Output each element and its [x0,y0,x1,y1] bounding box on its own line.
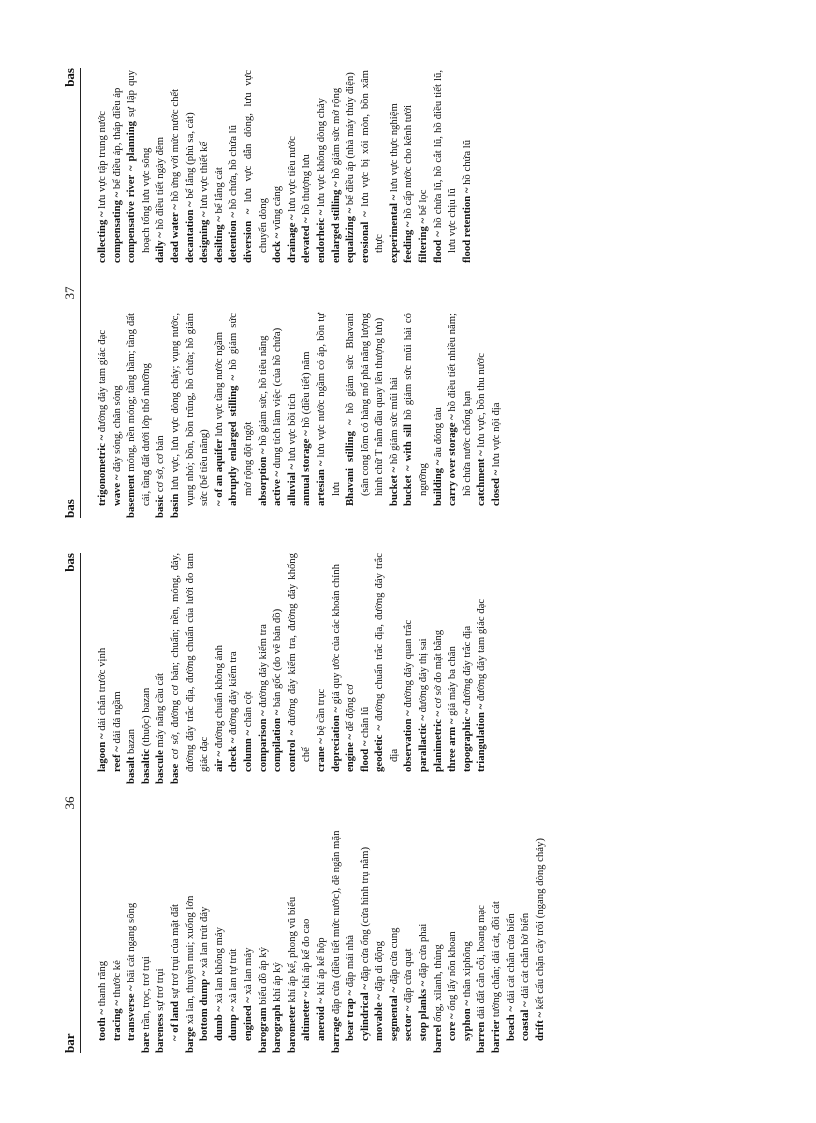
entry-headword: cylindrical ~ [358,984,371,1041]
dictionary-entry [285,70,300,275]
dictionary-entry [533,822,548,1053]
entry-headword: barren [475,1021,488,1053]
entry-headword: dead water ~ [168,204,181,263]
entry-headword: basic [154,494,167,518]
entry-headword: ~ of an aquifer [212,438,225,506]
entry-headword: syphon ~ [460,1000,473,1041]
dictionary-entry [153,553,168,784]
dictionary-entry [139,553,154,784]
entry-headword: drift ~ [533,1011,546,1041]
dictionary-entry [197,70,212,275]
entry-headword: segmental ~ [387,987,400,1041]
dictionary-entry [343,313,387,518]
dictionary-entry [270,553,285,784]
entry-definition: bể điều áp (nhà máy thủy điện) [344,72,357,208]
entry-headword: building ~ [431,459,444,506]
entry-headword: stop planks ~ [417,980,430,1041]
dictionary-entry [401,822,416,1053]
entry-headword: barometer [285,1005,298,1053]
dictionary-entry [416,553,431,784]
dictionary-entry [343,822,358,1053]
entry-headword: depreciation ~ [329,706,342,772]
dictionary-entry [285,313,300,518]
dictionary-entry [445,822,460,1053]
entry-headword: observation ~ [402,710,415,772]
entry-headword: desilting ~ [212,216,225,263]
entry-headword: collecting ~ [96,211,108,263]
dictionary-entry [124,70,153,275]
entry-definition: đường đáy tam giác đạc [96,329,108,435]
dictionary-entry [95,313,110,518]
entry-definition: thước kẻ [110,960,123,1001]
entry-definition: xà lan trút đáy [198,906,211,971]
dictionary-entry [416,70,431,275]
entry-definition: lưu vực nước ngầm có áp, bồn tự lưu [314,313,342,496]
entry-definition: đập cửa quạt [402,948,415,1006]
entry-headword: flood ~ [431,231,444,263]
entry-headword: alluvial ~ [285,463,298,506]
entry-definition: lưu vực thực nghiệm [387,103,400,195]
entry-headword: feeding ~ [402,221,415,263]
header-guide-word-right: bas [62,68,77,87]
entry-headword: lagoon ~ [96,733,108,772]
dictionary-entry [226,70,241,275]
entry-headword: basaltic [139,748,152,784]
dictionary-entry [431,313,446,518]
dictionary-entry [270,822,285,1053]
entry-definition: đường đáy kiểm tra [256,624,269,711]
dictionary-entry [110,822,125,1053]
entry-headword: active ~ [271,471,284,506]
dictionary-entry [124,822,139,1053]
entry-definition: cơ sở đo mặt bằng [431,629,444,711]
entry-definition: đập di động [373,941,386,995]
dictionary-entry [110,313,125,518]
entry-definition: khí áp kế đo cao [300,918,313,992]
entry-definition: hồ chứa lũ [460,139,473,188]
dictionary-entry [445,553,460,784]
dictionary-entry [270,70,285,275]
dictionary-entry [343,553,358,784]
dictionary-entry [153,822,168,1053]
entry-definition: bể lọc [417,189,430,218]
entry-definition: lưu vực tiêu nước [285,136,298,215]
dictionary-entry [401,553,416,784]
entry-headword: core ~ [446,1013,459,1041]
entry-definition: thân xiphông [460,941,473,1001]
dictionary-entry [343,70,358,275]
entry-headword: barrel [431,1024,444,1053]
dictionary-entry [489,313,504,518]
entry-definition: đường đáy trắc địa [460,625,473,709]
entry-definition: đường đáy quan trắc [402,619,415,711]
dictionary-entry [153,313,168,518]
entry-definition: lưu vực không dòng chảy [314,98,327,210]
header-guide-word-right: bas [62,553,77,572]
entry-headword: wave ~ [110,474,123,506]
entry-definition: sự trơ trụi của mặt đất [168,904,181,1001]
entry-definition: máy nâng cầu cất [154,672,167,751]
entry-definition: lưu vực thiết kế [198,141,211,212]
entry-headword: bareness [154,1013,167,1053]
dictionary-entry [183,822,198,1053]
dictionary-entry [372,553,401,784]
entry-headword: abruptly enlarged stilling ~ [227,374,240,506]
entry-definition: lưu vực, bồn thu nước [475,353,488,451]
dictionary-entry [168,822,183,1053]
dictionary-entry [460,553,475,784]
entry-definition: sự lập quy hoạch tổng lưu vực sông [125,70,152,253]
entry-definition: dải đất cằn cỗi, hoang mạc [475,905,488,1022]
dictionary-entry [460,822,475,1053]
entry-headword: elevated ~ [300,217,313,263]
entry-definition: giá quy ước của các khoản chỉnh [329,564,342,707]
entry-headword: barrier [490,1019,503,1053]
dictionary-entry [285,822,300,1053]
entry-headword: compilation ~ [271,709,284,772]
entry-definition: sự trơ trụi [154,968,167,1014]
entry-definition: dải đá ngầm [110,691,123,747]
entry-headword: sector ~ [402,1005,415,1041]
entry-headword: control ~ [285,729,298,772]
entry-definition: xà lan tự trút [227,948,240,1007]
page-37 [0,68,816,518]
entry-definition: lưu vực bồi tích [285,393,298,464]
entry-definition: hồ (điều tiết) năm [300,351,313,431]
entry-definition: cơ sở, đường cơ bản; chuẩn; nền, móng, đáy, đường đáy trắc địa, đường chuẩn của lưới đo tam giác đạc [168,553,211,772]
entry-definition: dung tích làm việc (của hồ chứa) [271,327,284,472]
entry-headword: closed ~ [490,469,503,506]
entry-headword: bare [139,1032,152,1053]
dictionary-entry [124,553,139,784]
entry-definition: lưu vực nội địa [490,402,503,470]
entry-headword: basalt [125,756,138,784]
entry-definition: hồ ứng với mức nước chết [168,88,181,205]
running-header [62,68,81,518]
entry-column [95,313,504,518]
entry-headword: ~ of land [168,1000,181,1041]
entry-definition: lưu vực tập trung nước [96,110,108,212]
entry-headword: flood ~ [358,740,371,772]
dictionary-entry [168,553,212,784]
entry-definition: khí áp ký [271,962,284,1005]
entry-headword: compensating ~ [110,191,123,263]
entry-definition: bãi cát ngang sông [125,902,138,986]
dictionary-entry [226,822,241,1053]
entry-definition: vũng cảng [271,185,284,233]
entry-definition: khí áp kế hộp [314,937,327,998]
entry-definition: dải chắn trước vịnh [96,647,108,734]
entry-definition: khí áp kế, phong vũ biểu [285,896,298,1006]
entry-headword: geodetic ~ [373,725,386,772]
entry-headword: artesian ~ [314,460,327,506]
dictionary-entry [110,70,125,275]
entry-headword: flood retention ~ [460,187,473,263]
entry-definition: đế động cơ [344,684,357,735]
dictionary-entry [95,553,110,784]
entry-headword: basin [168,493,181,518]
dictionary-entry [153,70,168,275]
entry-definition: đập mái nhà [344,935,357,990]
entry-definition: hồ giảm sức, hồ tiêu năng [256,335,269,449]
entry-headword: check ~ [227,737,240,772]
dictionary-entry [474,822,489,1053]
entry-headword: erosional ~ [358,211,371,263]
entry-headword: basement [125,474,138,518]
dictionary-entry [518,822,533,1053]
entry-headword: bascule [154,750,167,784]
dictionary-entry [197,822,212,1053]
entry-headword: catchment ~ [475,450,488,506]
entry-definition: chân cột [241,691,254,730]
entry-headword: bucket ~ with sill [402,424,415,506]
entry-definition: bể lắng (phù sa, cát) [183,112,196,202]
dictionary-entry [95,70,110,275]
entry-headword: comparison ~ [256,710,269,772]
page-number: 36 [62,796,77,810]
entry-headword: dump ~ [227,1006,240,1041]
entry-definition: hồ chứa lũ, hồ cắt lũ, hồ điều tiết lũ, lưu vực chịu lũ [431,69,459,253]
entry-definition: (thuộc) bazan [139,687,152,749]
dictionary-entry [299,70,314,275]
dictionary-entry [256,553,271,784]
entry-column [95,553,547,784]
dictionary-entry [226,553,241,784]
dictionary-entry [431,553,446,784]
dictionary-entry [387,313,402,518]
entry-headword: base [168,763,181,784]
dictionary-entry [314,313,343,518]
dictionary-entry [299,822,314,1053]
entry-headword: three arm ~ [446,718,459,772]
entry-headword: absorption ~ [256,448,269,506]
entry-definition: lưu vực tầng nước ngầm [212,331,225,439]
entry-headword: daily ~ [154,232,167,263]
entry-definition: biểu đồ áp ký [256,946,269,1008]
page-number: 37 [62,286,77,300]
entry-definition: ống, xilanh, thùng [431,944,444,1025]
entry-definition: hồ giảm sức mở rộng đột ngột [227,313,254,496]
entry-definition: hồ điều tiết ngày đêm [154,136,167,233]
entry-definition: hồ giảm sức mở rộng [329,87,342,182]
entry-definition: đập cửa ống (cửa hình trụ nằm) [358,846,371,985]
running-header [62,553,81,1053]
entry-definition: đáy sóng, chân sóng [110,385,123,475]
entry-definition: đập cửa phai [417,923,430,981]
entry-headword: engine ~ [344,734,357,772]
entry-column [95,822,547,1053]
entry-headword: annual storage ~ [300,430,313,506]
entry-definition: bản gốc (do vẽ bản đồ) [271,608,284,710]
entry-headword: air ~ [212,750,225,772]
entry-headword: topographic ~ [460,708,473,772]
dictionary-entry [329,553,344,784]
entry-headword: filtering ~ [417,217,430,263]
entry-definition: đập cửa cung [387,927,400,988]
dictionary-entry [168,313,212,518]
entry-headword: crane ~ [314,738,327,772]
dictionary-entry [183,70,198,275]
header-guide-word-left: bas [62,499,77,518]
dictionary-entry [256,822,271,1053]
dictionary-entry [489,822,504,1053]
dictionary-entry [124,313,153,518]
entry-definition: ống lấy nõn khoan [446,931,459,1014]
entry-headword: dock ~ [271,232,284,263]
entry-definition: đập cửa (điều tiết mức nước), đê ngăn mặn [329,830,342,1017]
entry-headword: transverse ~ [125,985,138,1041]
entry-definition: bazan [125,729,138,757]
entry-definition: đường đáy kiểm tra, đường đáy khống chế [285,553,313,762]
entry-definition: chân lũ [358,706,371,741]
dictionary-entry [387,70,402,275]
entry-column [95,70,504,275]
dictionary-entry [401,70,416,275]
entry-definition: hồ cấp nước cho kênh tưới [402,104,415,222]
dictionary-entry [416,822,431,1053]
entry-definition: hồ giảm sức mũi hài có ngưỡng [402,313,430,496]
dictionary-entry [372,822,387,1053]
entry-definition: móng, nền móng; tầng hầm; tầng đất cái, tầng đất dưới lớp thổ nhưỡng [125,313,152,506]
dictionary-entry [241,70,270,275]
dictionary-entry [241,822,256,1053]
dictionary-entry [474,313,489,518]
dictionary-entry [329,70,344,275]
entry-headword: triangulation ~ [475,703,488,772]
entry-definition: xà lan không máy [212,927,225,1007]
entry-definition: thanh răng [96,960,108,1010]
dictionary-entry [256,313,271,518]
entry-definition: đường chuẩn trắc địa, đường đáy trắc địa [373,553,400,762]
entry-definition: bể lắng cát [212,167,225,217]
entry-definition: đường đáy thị sai [417,638,430,716]
entry-headword: parallactic ~ [417,715,430,772]
entry-headword: engined ~ [241,997,254,1041]
header-guide-word-left: bar [62,1033,77,1053]
entry-definition: dải cát chắn cửa biển [504,913,517,1007]
dictionary-entry [285,553,314,784]
entry-definition: hồ thượng lưu [300,154,313,218]
entry-headword: bear trap ~ [344,989,357,1041]
dictionary-entry [212,70,227,275]
dictionary-entry [168,70,183,275]
entry-headword: column ~ [241,729,254,772]
dictionary-entry [212,553,227,784]
entry-definition: hồ giảm sức Bhavani (sân cong lõm có hàng mố phá năng lượng hình chữ T nằm đầu quay lên thượng lưu) [344,313,386,496]
dictionary-entry [474,553,489,784]
dictionary-entry [314,822,329,1053]
entry-definition: đường đáy kiểm tra [227,651,240,738]
entry-headword: bottom dump ~ [198,970,211,1041]
entry-definition: bể điều áp, tháp điều áp [110,87,123,192]
entry-headword: endorheic ~ [314,209,327,263]
dictionary-entry [241,553,256,784]
entry-headword: decantation ~ [183,201,196,263]
entry-definition: cơ sở, cơ bản [154,435,167,495]
entry-definition: hồ giảm sức mũi hài [387,377,400,467]
entry-definition: lưu vực dẫn dòng, lưu vực chuyển dòng [241,70,269,253]
entry-headword: movable ~ [373,994,386,1041]
dictionary-entry [329,822,344,1053]
dictionary-entry [270,313,285,518]
dictionary-entry [504,822,519,1053]
dictionary-entry [95,822,110,1053]
entry-headword: beach ~ [504,1006,517,1041]
entry-headword: altimeter ~ [300,991,313,1041]
entry-headword: designing ~ [198,211,211,263]
dictionary-entry [460,70,475,275]
dictionary-entry [314,70,329,275]
entry-headword: barograph [271,1004,284,1053]
entry-definition: âu đóng tàu [431,407,444,460]
entry-headword: reef ~ [110,746,123,772]
entry-definition: lưu vực, lưu vực dòng chảy; vụng nước, vụng nhỏ; bồn, bồn trũng, hồ chứa; hồ giảm sức (bể tiêu năng) [168,313,211,506]
entry-definition: hồ điều tiết nhiều năm; hồ chứa nước chống hạn [446,313,473,496]
dictionary-entry [431,822,446,1053]
entry-headword: experimental ~ [387,194,400,263]
dictionary-entry [314,553,329,784]
entry-headword: equalizing ~ [344,207,357,263]
entry-headword: barrage [329,1016,342,1053]
dictionary-entry [431,70,460,275]
entry-headword: Bhavani stilling ~ [344,419,357,506]
entry-headword: enlarged stilling ~ [329,181,342,263]
dictionary-entry [358,70,387,275]
entry-headword: dumb ~ [212,1006,225,1041]
entry-headword: trigonometric ~ [96,434,108,506]
entry-definition: xà lan máy [241,947,254,998]
entry-definition: dải cát chắn bờ biển [519,912,532,1002]
dictionary-entry [358,553,373,784]
entry-definition: giá máy ba chân [446,646,459,719]
dictionary-entry [387,822,402,1053]
dictionary-entry [445,313,474,518]
entry-definition: trần, trọc, trơ trụi [139,956,152,1033]
dictionary-entry [358,822,373,1053]
entry-headword: diversion ~ [241,208,254,263]
entry-definition: bệ cần trục [314,688,327,739]
page-36 [0,553,816,1053]
dictionary-entry [212,313,227,518]
entry-definition: đường đáy tam giác đạc [475,598,488,704]
entry-definition: xà lan, thuyền mui; xuống lớn [183,895,196,1027]
entry-headword: drainage ~ [285,214,298,263]
dictionary-entry [226,313,255,518]
entry-definition: tường chắn; dải cát, đồi cát [490,901,503,1020]
entry-definition: hồ chứa, hồ chứa lũ [227,125,240,213]
entry-definition: lưu vực bị xói mòn, bồn xâm thực [358,70,386,253]
entry-headword: tracing ~ [110,1000,123,1041]
entry-headword: barge [183,1026,196,1053]
entry-headword: planimetric ~ [431,710,444,772]
entry-headword: carry over storage ~ [446,414,459,506]
dictionary-entry [212,822,227,1053]
entry-definition: đường chuẩn không ảnh [212,645,225,751]
entry-headword: aneroid ~ [314,997,327,1041]
entry-definition: kết cấu chặn cây trôi (ngang dòng chảy) [533,838,546,1012]
entry-headword: barogram [256,1007,269,1053]
dictionary-entry [139,822,154,1053]
dictionary-entry [110,553,125,784]
dictionary-entry [401,313,430,518]
entry-headword: detention ~ [227,212,240,263]
entry-headword: bucket ~ [387,466,400,506]
entry-headword: tooth ~ [96,1009,108,1041]
dictionary-entry [299,313,314,518]
entry-headword: compensative river ~ planning [125,121,138,263]
entry-headword: coastal ~ [519,1001,532,1041]
